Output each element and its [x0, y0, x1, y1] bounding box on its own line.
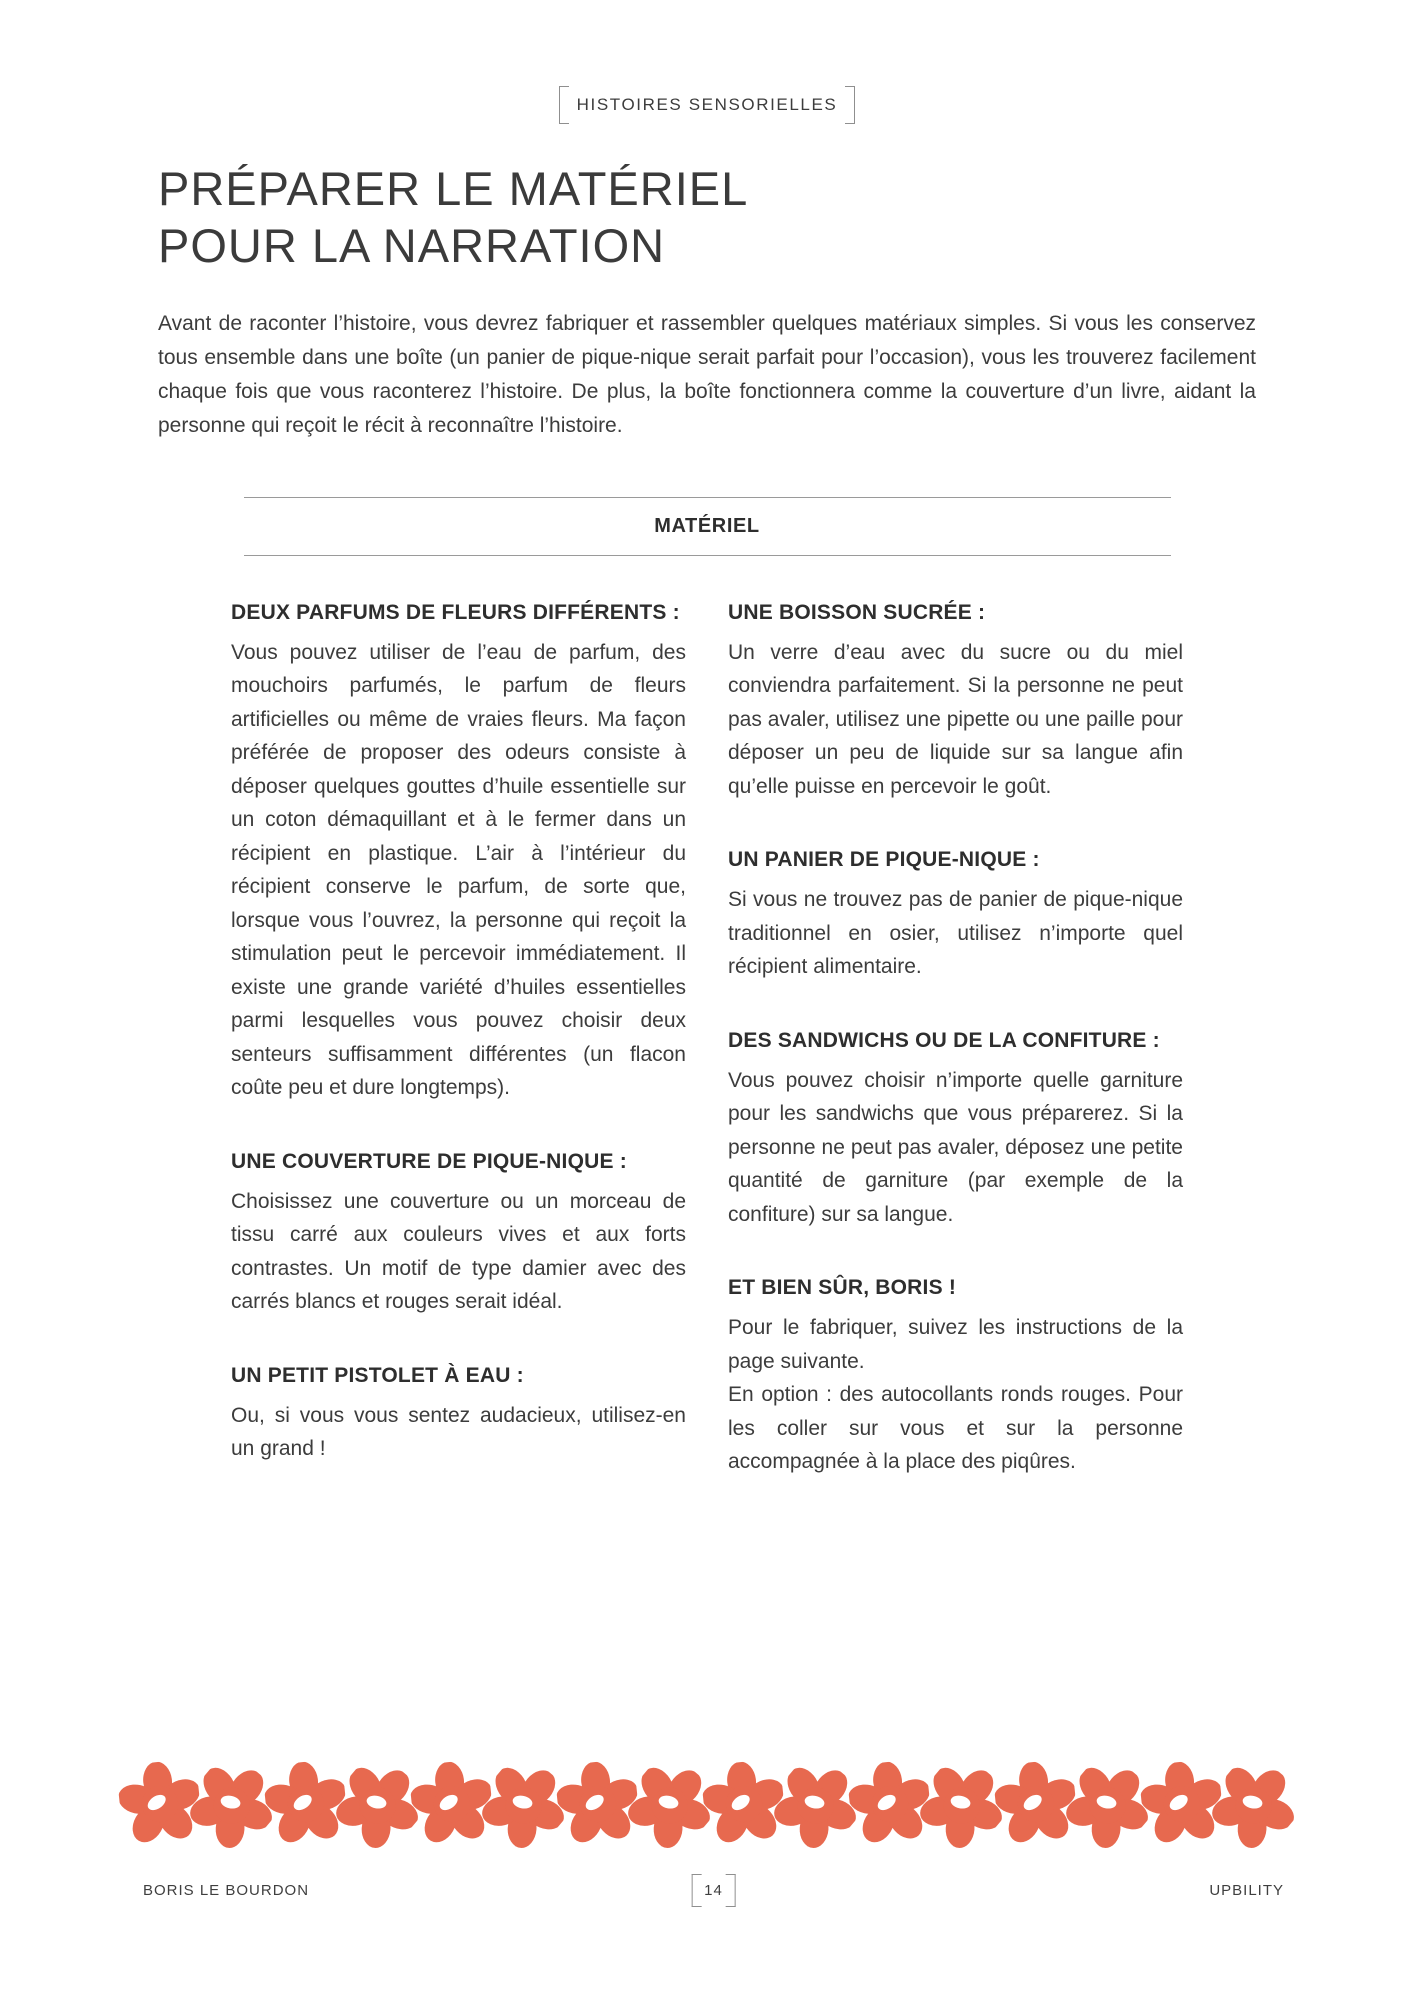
- material-heading: UN PETIT PISTOLET À EAU :: [231, 1363, 524, 1387]
- material-item: [231, 598, 686, 1105]
- footer-right-text: UPBILITY: [1209, 1882, 1284, 1899]
- material-heading: UNE BOISSON SUCRÉE :: [728, 600, 986, 624]
- page-title-line2: POUR LA NARRATION: [158, 219, 666, 273]
- material-body: Si vous ne trouvez pas de panier de pique-nique traditionnel en osier, utilisez n’importe quel récipient alimentaire.: [728, 888, 1183, 979]
- material-body: En option : des autocollants ronds rouges. Pour les coller sur vous et sur la personne accompagnée à la place des piqûres.: [728, 1383, 1183, 1474]
- material-item: [728, 598, 1183, 804]
- header: [0, 0, 1414, 124]
- flower-row-decoration: [0, 1758, 1414, 1850]
- material-heading: DEUX PARFUMS DE FLEURS DIFFÉRENTS :: [231, 600, 680, 624]
- material-heading: UNE COUVERTURE DE PIQUE-NIQUE :: [231, 1149, 627, 1173]
- material-item: [728, 1273, 1183, 1479]
- page-title-line1: PRÉPARER LE MATÉRIEL: [158, 162, 749, 215]
- intro-paragraph: Avant de raconter l’histoire, vous devrez fabriquer et rassembler quelques matériaux simples. Si vous les conservez tous ensemble dans une boîte (un panier de pique-nique serait parfait pour l’occasion), vous les trouverez facilement chaque fois que vous raconterez l’histoire. De plus, la boîte fonctionnera comme la couverture d’un livre, aidant la personne qui reçoit le récit à reconnaître l’histoire.: [158, 311, 1256, 437]
- materiel-title: MATÉRIEL: [654, 514, 760, 537]
- material-body: Vous pouvez choisir n’importe quelle garniture pour les sandwichs que vous préparerez. Si la personne ne peut pas avaler, déposez une petite quantité de garniture (par exemple de la confiture) sur sa langue.: [728, 1068, 1183, 1226]
- material-body: Pour le fabriquer, suivez les instructions de la page suivante.: [728, 1316, 1183, 1373]
- material-heading: ET BIEN SÛR, BORIS !: [728, 1276, 957, 1300]
- material-body: Ou, si vous vous sentez audacieux, utilisez-en un grand !: [231, 1403, 686, 1461]
- materials-columns: [231, 598, 1183, 1521]
- material-heading: DES SANDWICHS OU DE LA CONFITURE :: [728, 1028, 1160, 1052]
- left-column: [231, 598, 686, 1521]
- material-item: [728, 845, 1183, 984]
- footer-left-text: BORIS LE BOURDON: [143, 1882, 310, 1899]
- materiel-section-header: [244, 497, 1171, 556]
- footer: [143, 1882, 1284, 1899]
- material-item: [231, 1361, 686, 1466]
- material-item: [231, 1147, 686, 1319]
- material-body: Un verre d’eau avec du sucre ou du miel conviendra parfaitement. Si la personne ne peut pas avaler, utilisez une pipette ou une paille pour déposer un peu de liquide sur sa langue afin qu’elle puisse en percevoir le goût.: [728, 640, 1183, 798]
- page-number: 14: [691, 1874, 736, 1907]
- material-item: [728, 1026, 1183, 1232]
- header-tag: HISTOIRES SENSORIELLES: [559, 86, 856, 124]
- page-title: [0, 160, 1414, 275]
- material-heading: UN PANIER DE PIQUE-NIQUE :: [728, 848, 1040, 872]
- material-body: Choisissez une couverture ou un morceau de tissu carré aux couleurs vives et aux forts contrastes. Un motif de type damier avec des carrés blancs et rouges serait idéal.: [231, 1189, 686, 1314]
- right-column: [728, 598, 1183, 1521]
- material-body: Vous pouvez utiliser de l’eau de parfum, des mouchoirs parfumés, le parfum de fleurs artificielles ou même de vraies fleurs. Ma façon préférée de proposer des odeurs consiste à déposer quelques gouttes d’huile essentielle sur un coton démaquillant et à le fermer dans un récipient en plastique. L’air à l’intérieur du récipient conserve le parfum, de sorte que, lorsque vous l’ouvrez, la personne qui reçoit la stimulation peut le percevoir immédiatement. Il existe une grande variété d’huiles essentielles parmi lesquelles vous pouvez choisir deux senteurs suffisamment différentes (un flacon coûte peu et dure longtemps).: [231, 640, 686, 1100]
